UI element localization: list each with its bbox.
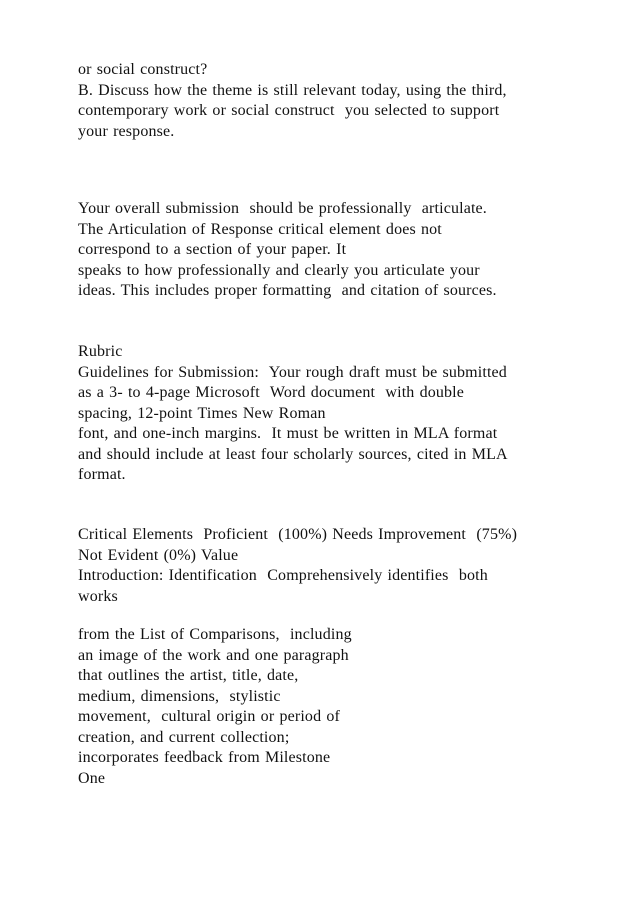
- identification-criteria-paragraph: [78, 625, 618, 789]
- text-line: Introduction: Identification Comprehensively identifies both: [78, 567, 488, 584]
- text-line: from the List of Comparisons, including: [78, 626, 352, 643]
- text-line: medium, dimensions, stylistic: [78, 687, 281, 705]
- text-line: The Articulation of Response critical element does not: [78, 220, 442, 238]
- articulation-paragraph: [78, 199, 618, 302]
- text-line: speaks to how professionally and clearly you articulate your: [78, 261, 480, 279]
- text-line: and should include at least four scholarly sources, cited in MLA: [78, 445, 508, 463]
- text-line: ideas. This includes proper formatting and citation of sources.: [78, 282, 497, 299]
- rubric-heading: Rubric: [78, 343, 123, 360]
- text-line: correspond to a section of your paper. It: [78, 241, 347, 258]
- text-line: Critical Elements Proficient (100%) Needs Improvement (75%): [78, 526, 518, 543]
- text-line: as a 3- to 4-page Microsoft Word document with double: [78, 384, 465, 401]
- text-line: an image of the work and one paragraph: [78, 646, 349, 664]
- text-line: format.: [78, 466, 126, 483]
- text-line: Guidelines for Submission: Your rough draft must be submitted: [78, 363, 507, 381]
- text-line: contemporary work or social construct you selected to support: [78, 102, 500, 119]
- text-line: font, and one-inch margins. It must be written in MLA format: [78, 425, 498, 442]
- text-line: works: [78, 587, 118, 605]
- text-line: spacing, 12-point Times New Roman: [78, 404, 326, 422]
- text-line: Your overall submission should be professionally articulate.: [78, 200, 487, 217]
- text-line: One: [78, 769, 106, 787]
- critical-elements-header: [78, 525, 618, 607]
- text-line: creation, and current collection;: [78, 728, 290, 746]
- text-line: movement, cultural origin or period of: [78, 708, 341, 725]
- text-line: or social construct?: [78, 61, 208, 78]
- text-line: Not Evident (0%) Value: [78, 546, 239, 564]
- theme-relevance-paragraph: [78, 60, 618, 142]
- text-line: that outlines the artist, title, date,: [78, 667, 299, 684]
- text-line: your response.: [78, 122, 175, 140]
- rubric-guidelines-paragraph: [78, 342, 618, 486]
- text-line: incorporates feedback from Milestone: [78, 749, 331, 766]
- text-line: B. Discuss how the theme is still relevant today, using the third,: [78, 81, 507, 99]
